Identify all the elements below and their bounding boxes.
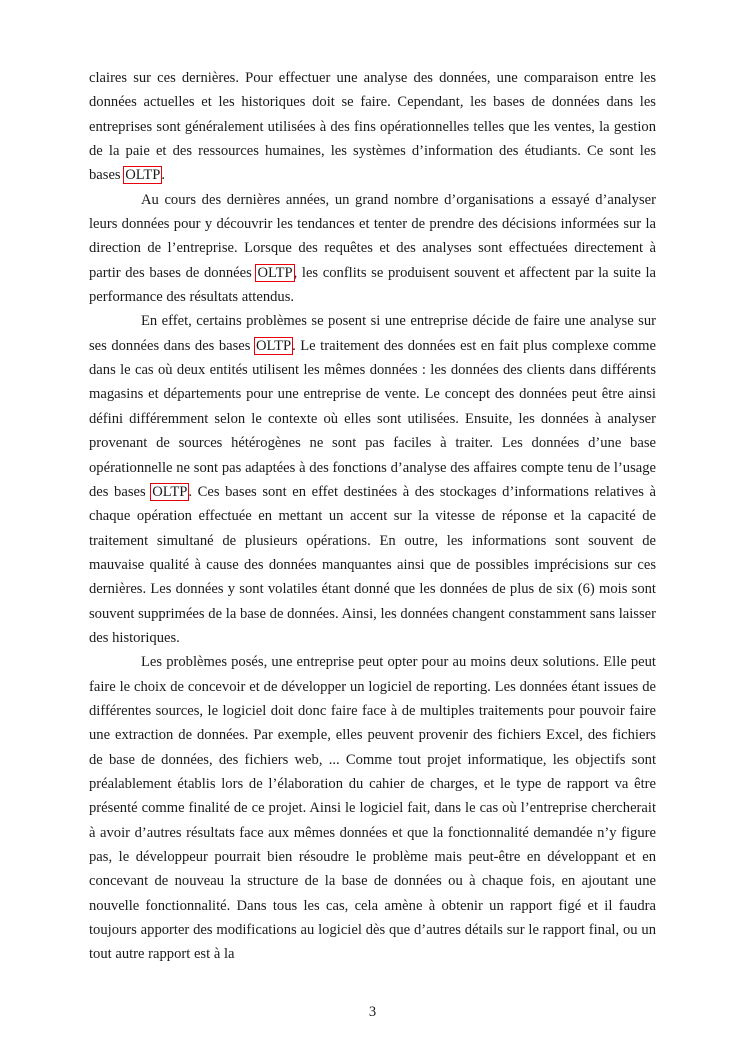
- oltp-glossary-link[interactable]: OLTP: [125, 167, 161, 184]
- paragraph-1: [89, 66, 656, 188]
- text-run: Au cours des dernières années, un grand nombre d’organisations a essayé d’analyser leurs données pour y découvrir les tendances et tenter de prendre des décisions informées sur la direction de l’entreprise. Lorsque des requêtes et des analyses sont effectuées directement à partir des bases de données: [89, 191, 656, 281]
- text-run: Les problèmes posés, une entreprise peut opter pour au moins deux solutions. Elle peut faire le choix de concevoir et de développer un logiciel de reporting. Les données étant issues de différentes sources, le logiciel doit donc faire face à de multiples traitements pour pouvoir faire une extraction de données. Par exemple, elles peuvent provenir des fichiers Excel, des fichiers de base de données, des fichiers web, ... Comme tout projet informatique, les objectifs sont préalablement établis lors de l’élaboration du cahier de charges, et le type de rapport va être présenté comme finalité de ce projet. Ainsi le logiciel fait, dans le cas où l’entreprise chercherait à avoir d’autres résultats face aux mêmes données et que la fonctionnalité demandée n’y figure pas, le développeur pourrait bien résoudre le problème mais peut-être en développant et en concevant de nouveau la structure de la base de données ou à chaque fois, en ajoutant une nouvelle fonctionnalité. Dans tous les cas, cela amène à obtenir un rapport figé et il faudra toujours apporter des modifications au logiciel dès que d’autres détails sur le rapport final, ou un tout autre rapport est à la: [89, 654, 656, 963]
- oltp-glossary-link[interactable]: OLTP: [257, 264, 293, 281]
- page-number: 3: [368, 1004, 377, 1020]
- paragraph-3: [89, 309, 656, 650]
- paragraph-2: [89, 188, 656, 310]
- paragraph-4: [89, 650, 656, 966]
- text-run: . Ces bases sont en effet destinées à des stockages d’informations relatives à chaque opération effectuée en mettant un accent sur la vitesse de réponse et la capacité de traitement simultané de plusieurs opérations. En outre, les informations sont souvent de mauvaise qualité à cause des données manquantes ainsi que de possibles imprécisions sur ces dernières. Les données y sont volatiles étant donné que les données de plus de six (6) mois sont souvent supprimées de la base de données. Ainsi, les données changent constamment sans laisser des historiques.: [89, 483, 656, 646]
- text-run: . Le traitement des données est en fait plus complexe comme dans le cas où deux entités utilisent les mêmes données : les données des clients dans différents magasins et départements pour une entreprise de vente. Le concept des données peut être ainsi défini différemment selon le contexte où elles sont utilisées. Ensuite, les données à analyser provenant de sources hétérogènes ne sont pas faciles à traiter. Les données d’une base opérationnelle ne sont pas adaptées à des fonctions d’analyse des affaires compte tenu de l’usage des bases: [89, 337, 657, 500]
- text-run: , les conflits se produisent souvent et affectent par la suite la performance des résultats attendus.: [89, 264, 656, 306]
- text-run: .: [161, 167, 166, 184]
- oltp-glossary-link[interactable]: OLTP: [152, 483, 188, 500]
- text-run: claires sur ces dernières. Pour effectuer une analyse des données, une comparaison entre les données actuelles et les historiques doit se faire. Cependant, les bases de données dans les entreprises sont généralement utilisées à des fins opérationnelles telles que les ventes, la gestion de la paie et des ressources humaines, les systèmes d’information des étudiants. Ce sont les bases: [89, 70, 656, 184]
- text-run: En effet, certains problèmes se posent si une entreprise décide de faire une analyse sur ses données dans des bases: [89, 313, 656, 354]
- oltp-glossary-link[interactable]: OLTP: [255, 337, 292, 354]
- body-text: [89, 66, 656, 967]
